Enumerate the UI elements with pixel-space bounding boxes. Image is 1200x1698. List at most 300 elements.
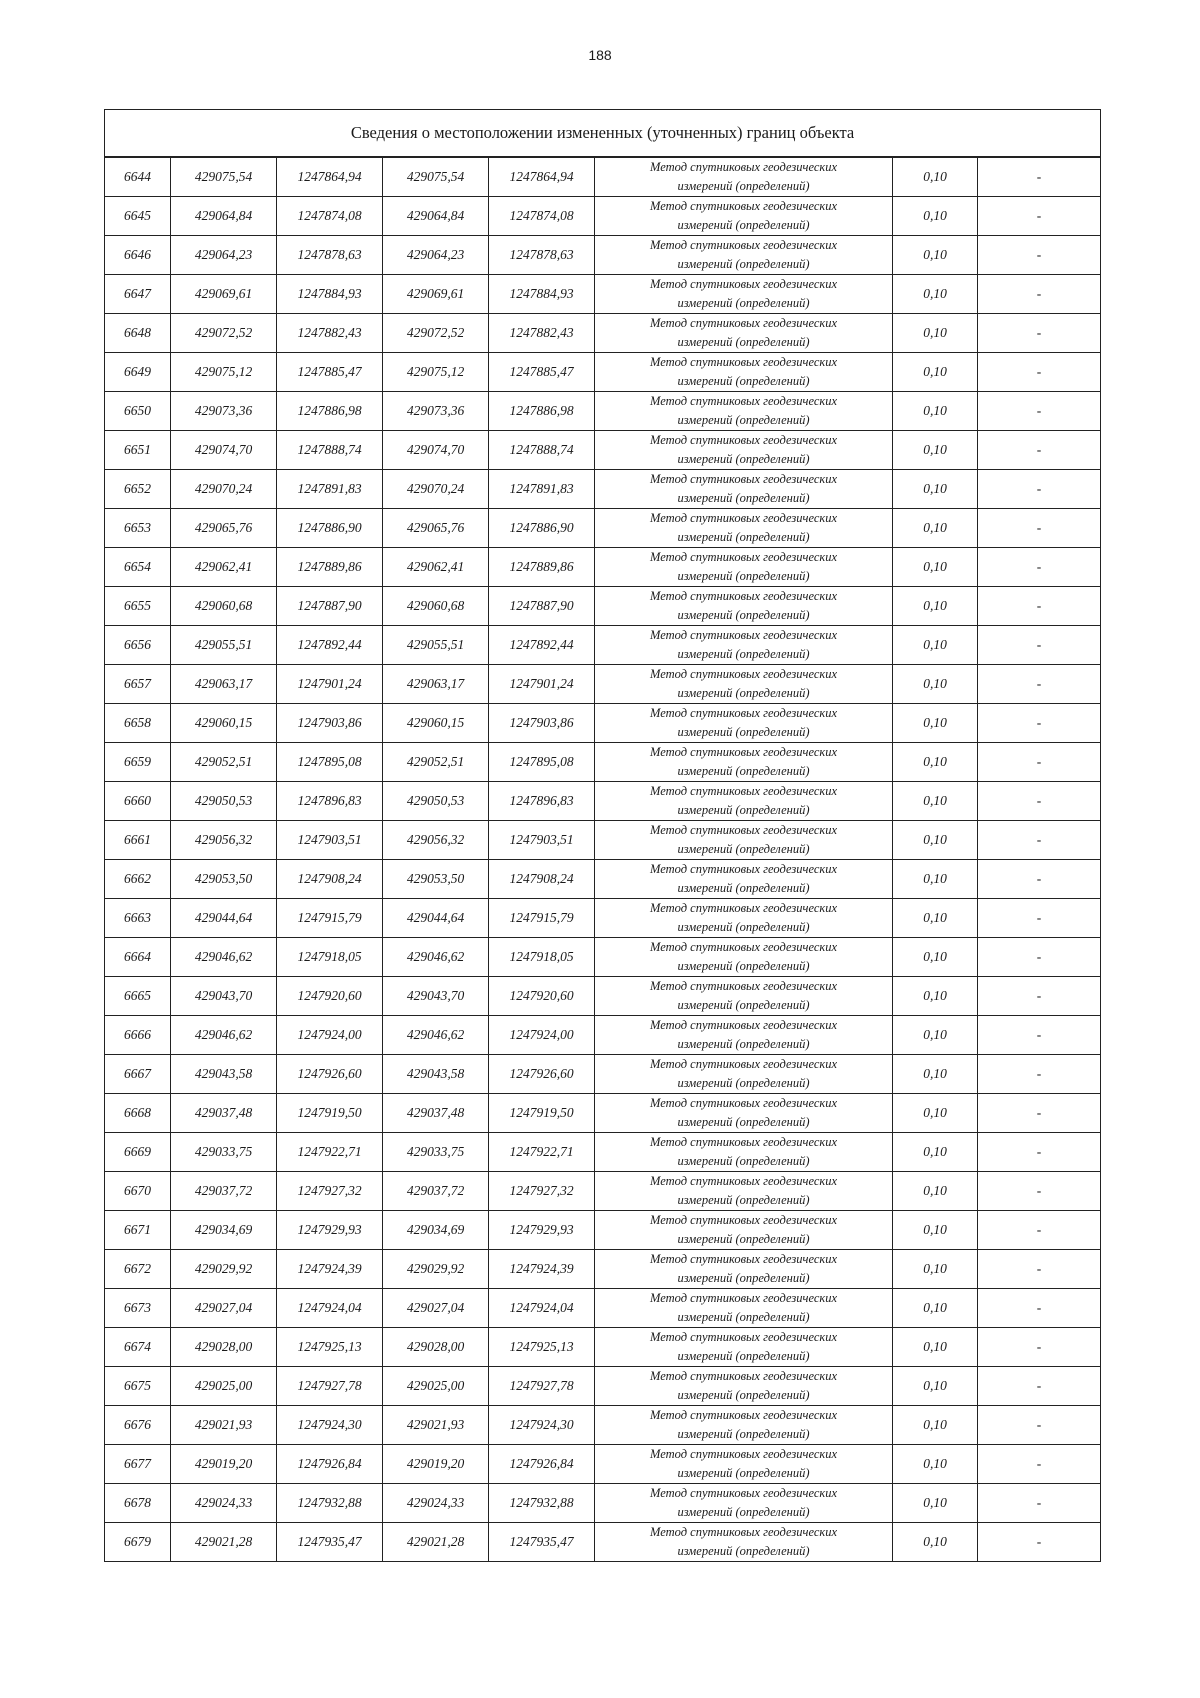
refined-x-cell: 429062,41 [383, 548, 489, 587]
existing-y-cell: 1247918,05 [277, 938, 383, 977]
note-cell: - [978, 157, 1101, 197]
point-number-cell: 6653 [105, 509, 171, 548]
table-row [105, 1055, 1101, 1094]
accuracy-cell: 0,10 [893, 431, 978, 470]
existing-x-cell: 429037,72 [171, 1172, 277, 1211]
method-line-2: измерений (определений) [677, 218, 810, 232]
accuracy-cell: 0,10 [893, 782, 978, 821]
existing-x-cell: 429075,12 [171, 353, 277, 392]
existing-y-cell: 1247901,24 [277, 665, 383, 704]
method-line-1: Метод спутниковых геодезических [649, 1486, 838, 1500]
existing-y-cell: 1247926,84 [277, 1445, 383, 1484]
existing-y-cell: 1247908,24 [277, 860, 383, 899]
table-row [105, 1211, 1101, 1250]
refined-y-cell: 1247886,98 [489, 392, 595, 431]
note-cell: - [978, 665, 1101, 704]
method-line-1: Метод спутниковых геодезических [649, 238, 838, 252]
method-line-2: измерений (определений) [677, 491, 810, 505]
refined-y-cell: 1247924,00 [489, 1016, 595, 1055]
accuracy-cell: 0,10 [893, 860, 978, 899]
method-line-1: Метод спутниковых геодезических [649, 1291, 838, 1305]
table-row [105, 1406, 1101, 1445]
method-cell [595, 1055, 893, 1094]
method-line-2: измерений (определений) [677, 1544, 810, 1558]
note-cell: - [978, 1133, 1101, 1172]
method-line-1: Метод спутниковых геодезических [649, 511, 838, 525]
method-line-2: измерений (определений) [677, 959, 810, 973]
method-line-1: Метод спутниковых геодезических [649, 1174, 838, 1188]
refined-x-cell: 429060,68 [383, 587, 489, 626]
method-line-2: измерений (определений) [677, 998, 810, 1012]
refined-y-cell: 1247927,32 [489, 1172, 595, 1211]
point-number-cell: 6676 [105, 1406, 171, 1445]
accuracy-cell: 0,10 [893, 1211, 978, 1250]
accuracy-cell: 0,10 [893, 548, 978, 587]
refined-y-cell: 1247932,88 [489, 1484, 595, 1523]
existing-x-cell: 429056,32 [171, 821, 277, 860]
refined-x-cell: 429056,32 [383, 821, 489, 860]
table-row [105, 938, 1101, 977]
method-cell [595, 1094, 893, 1133]
method-cell [595, 1484, 893, 1523]
method-line-2: измерений (определений) [677, 569, 810, 583]
note-cell: - [978, 1016, 1101, 1055]
method-line-1: Метод спутниковых геодезических [649, 277, 838, 291]
refined-y-cell: 1247918,05 [489, 938, 595, 977]
existing-x-cell: 429021,93 [171, 1406, 277, 1445]
refined-y-cell: 1247903,51 [489, 821, 595, 860]
accuracy-cell: 0,10 [893, 236, 978, 275]
table-row [105, 509, 1101, 548]
note-cell: - [978, 1367, 1101, 1406]
refined-y-cell: 1247924,39 [489, 1250, 595, 1289]
refined-x-cell: 429034,69 [383, 1211, 489, 1250]
existing-x-cell: 429034,69 [171, 1211, 277, 1250]
method-line-2: измерений (определений) [677, 296, 810, 310]
table-row [105, 1445, 1101, 1484]
method-line-2: измерений (определений) [677, 374, 810, 388]
method-line-2: измерений (определений) [677, 725, 810, 739]
note-cell: - [978, 1055, 1101, 1094]
refined-y-cell: 1247901,24 [489, 665, 595, 704]
boundary-coordinates-table [104, 109, 1101, 1562]
method-line-2: измерений (определений) [677, 1232, 810, 1246]
point-number-cell: 6674 [105, 1328, 171, 1367]
method-cell [595, 1250, 893, 1289]
method-line-1: Метод спутниковых геодезических [649, 706, 838, 720]
method-line-1: Метод спутниковых геодезических [649, 667, 838, 681]
note-cell: - [978, 782, 1101, 821]
accuracy-cell: 0,10 [893, 1328, 978, 1367]
method-cell [595, 1406, 893, 1445]
table-row [105, 314, 1101, 353]
accuracy-cell: 0,10 [893, 977, 978, 1016]
refined-y-cell: 1247915,79 [489, 899, 595, 938]
existing-y-cell: 1247903,51 [277, 821, 383, 860]
table-row [105, 977, 1101, 1016]
method-line-2: измерений (определений) [677, 842, 810, 856]
point-number-cell: 6669 [105, 1133, 171, 1172]
table-row [105, 782, 1101, 821]
existing-x-cell: 429024,33 [171, 1484, 277, 1523]
method-cell [595, 157, 893, 197]
table-row [105, 1172, 1101, 1211]
table-row [105, 821, 1101, 860]
note-cell: - [978, 977, 1101, 1016]
refined-x-cell: 429052,51 [383, 743, 489, 782]
method-line-2: измерений (определений) [677, 881, 810, 895]
method-cell [595, 431, 893, 470]
existing-y-cell: 1247882,43 [277, 314, 383, 353]
refined-y-cell: 1247891,83 [489, 470, 595, 509]
refined-x-cell: 429043,70 [383, 977, 489, 1016]
note-cell: - [978, 1484, 1101, 1523]
accuracy-cell: 0,10 [893, 938, 978, 977]
refined-x-cell: 429053,50 [383, 860, 489, 899]
table-row [105, 1250, 1101, 1289]
method-cell [595, 1133, 893, 1172]
method-line-1: Метод спутниковых геодезических [649, 784, 838, 798]
table-row [105, 157, 1101, 197]
accuracy-cell: 0,10 [893, 1016, 978, 1055]
refined-x-cell: 429074,70 [383, 431, 489, 470]
note-cell: - [978, 275, 1101, 314]
refined-y-cell: 1247896,83 [489, 782, 595, 821]
refined-x-cell: 429033,75 [383, 1133, 489, 1172]
note-cell: - [978, 1172, 1101, 1211]
refined-x-cell: 429019,20 [383, 1445, 489, 1484]
method-line-1: Метод спутниковых геодезических [649, 862, 838, 876]
method-line-2: измерений (определений) [677, 257, 810, 271]
table-row [105, 704, 1101, 743]
note-cell: - [978, 236, 1101, 275]
accuracy-cell: 0,10 [893, 665, 978, 704]
note-cell: - [978, 938, 1101, 977]
method-cell [595, 977, 893, 1016]
accuracy-cell: 0,10 [893, 1445, 978, 1484]
existing-x-cell: 429053,50 [171, 860, 277, 899]
existing-y-cell: 1247895,08 [277, 743, 383, 782]
existing-x-cell: 429043,58 [171, 1055, 277, 1094]
refined-y-cell: 1247925,13 [489, 1328, 595, 1367]
existing-y-cell: 1247935,47 [277, 1523, 383, 1562]
accuracy-cell: 0,10 [893, 1094, 978, 1133]
method-line-1: Метод спутниковых геодезических [649, 1447, 838, 1461]
table-row [105, 1094, 1101, 1133]
refined-x-cell: 429064,84 [383, 197, 489, 236]
refined-x-cell: 429069,61 [383, 275, 489, 314]
page-number: 188 [588, 47, 612, 63]
accuracy-cell: 0,10 [893, 470, 978, 509]
method-line-2: измерений (определений) [677, 803, 810, 817]
method-cell [595, 353, 893, 392]
accuracy-cell: 0,10 [893, 1523, 978, 1562]
method-line-2: измерений (определений) [677, 335, 810, 349]
method-cell [595, 860, 893, 899]
existing-x-cell: 429063,17 [171, 665, 277, 704]
method-cell [595, 782, 893, 821]
accuracy-cell: 0,10 [893, 1484, 978, 1523]
refined-y-cell: 1247889,86 [489, 548, 595, 587]
existing-y-cell: 1247932,88 [277, 1484, 383, 1523]
existing-y-cell: 1247889,86 [277, 548, 383, 587]
point-number-cell: 6650 [105, 392, 171, 431]
table-row [105, 1523, 1101, 1562]
table-row [105, 1328, 1101, 1367]
existing-x-cell: 429025,00 [171, 1367, 277, 1406]
method-cell [595, 509, 893, 548]
point-number-cell: 6647 [105, 275, 171, 314]
method-line-2: измерений (определений) [677, 1388, 810, 1402]
method-cell [595, 1523, 893, 1562]
method-line-2: измерений (определений) [677, 1154, 810, 1168]
method-line-2: измерений (определений) [677, 413, 810, 427]
point-number-cell: 6670 [105, 1172, 171, 1211]
refined-y-cell: 1247922,71 [489, 1133, 595, 1172]
note-cell: - [978, 704, 1101, 743]
existing-y-cell: 1247924,00 [277, 1016, 383, 1055]
point-number-cell: 6661 [105, 821, 171, 860]
method-line-1: Метод спутниковых геодезических [649, 394, 838, 408]
refined-y-cell: 1247924,30 [489, 1406, 595, 1445]
existing-y-cell: 1247896,83 [277, 782, 383, 821]
method-line-1: Метод спутниковых геодезических [649, 1018, 838, 1032]
method-line-2: измерений (определений) [677, 1076, 810, 1090]
existing-x-cell: 429037,48 [171, 1094, 277, 1133]
refined-y-cell: 1247878,63 [489, 236, 595, 275]
refined-y-cell: 1247924,04 [489, 1289, 595, 1328]
method-line-1: Метод спутниковых геодезических [649, 823, 838, 837]
note-cell: - [978, 1406, 1101, 1445]
accuracy-cell: 0,10 [893, 275, 978, 314]
method-line-1: Метод спутниковых геодезических [649, 1525, 838, 1539]
method-line-1: Метод спутниковых геодезических [649, 1057, 838, 1071]
method-cell [595, 938, 893, 977]
note-cell: - [978, 821, 1101, 860]
point-number-cell: 6654 [105, 548, 171, 587]
method-line-1: Метод спутниковых геодезических [649, 433, 838, 447]
table-body [105, 110, 1101, 1562]
method-line-1: Метод спутниковых геодезических [649, 745, 838, 759]
existing-x-cell: 429075,54 [171, 157, 277, 197]
accuracy-cell: 0,10 [893, 157, 978, 197]
refined-y-cell: 1247903,86 [489, 704, 595, 743]
point-number-cell: 6660 [105, 782, 171, 821]
point-number-cell: 6678 [105, 1484, 171, 1523]
refined-x-cell: 429046,62 [383, 1016, 489, 1055]
point-number-cell: 6671 [105, 1211, 171, 1250]
note-cell: - [978, 1250, 1101, 1289]
existing-x-cell: 429062,41 [171, 548, 277, 587]
method-line-1: Метод спутниковых геодезических [649, 940, 838, 954]
existing-y-cell: 1247922,71 [277, 1133, 383, 1172]
existing-x-cell: 429065,76 [171, 509, 277, 548]
note-cell: - [978, 470, 1101, 509]
note-cell: - [978, 1523, 1101, 1562]
note-cell: - [978, 1094, 1101, 1133]
existing-y-cell: 1247885,47 [277, 353, 383, 392]
existing-y-cell: 1247924,39 [277, 1250, 383, 1289]
note-cell: - [978, 509, 1101, 548]
table-row [105, 236, 1101, 275]
existing-x-cell: 429029,92 [171, 1250, 277, 1289]
point-number-cell: 6672 [105, 1250, 171, 1289]
existing-y-cell: 1247915,79 [277, 899, 383, 938]
note-cell: - [978, 431, 1101, 470]
method-line-2: измерений (определений) [677, 179, 810, 193]
refined-x-cell: 429046,62 [383, 938, 489, 977]
method-cell [595, 587, 893, 626]
table-row [105, 431, 1101, 470]
table-row [105, 353, 1101, 392]
table-row [105, 743, 1101, 782]
existing-y-cell: 1247920,60 [277, 977, 383, 1016]
method-line-1: Метод спутниковых геодезических [649, 1408, 838, 1422]
method-line-2: измерений (определений) [677, 686, 810, 700]
method-line-1: Метод спутниковых геодезических [649, 550, 838, 564]
refined-x-cell: 429060,15 [383, 704, 489, 743]
existing-x-cell: 429073,36 [171, 392, 277, 431]
existing-y-cell: 1247887,90 [277, 587, 383, 626]
method-cell [595, 197, 893, 236]
table-row [105, 1133, 1101, 1172]
existing-x-cell: 429033,75 [171, 1133, 277, 1172]
refined-x-cell: 429050,53 [383, 782, 489, 821]
method-line-2: измерений (определений) [677, 530, 810, 544]
point-number-cell: 6657 [105, 665, 171, 704]
refined-y-cell: 1247864,94 [489, 157, 595, 197]
point-number-cell: 6673 [105, 1289, 171, 1328]
point-number-cell: 6679 [105, 1523, 171, 1562]
note-cell: - [978, 548, 1101, 587]
note-cell: - [978, 899, 1101, 938]
refined-x-cell: 429029,92 [383, 1250, 489, 1289]
existing-x-cell: 429052,51 [171, 743, 277, 782]
note-cell: - [978, 1445, 1101, 1484]
point-number-cell: 6668 [105, 1094, 171, 1133]
existing-y-cell: 1247874,08 [277, 197, 383, 236]
existing-x-cell: 429070,24 [171, 470, 277, 509]
refined-y-cell: 1247926,60 [489, 1055, 595, 1094]
accuracy-cell: 0,10 [893, 392, 978, 431]
method-cell [595, 1211, 893, 1250]
point-number-cell: 6665 [105, 977, 171, 1016]
refined-y-cell: 1247874,08 [489, 197, 595, 236]
existing-x-cell: 429060,15 [171, 704, 277, 743]
existing-y-cell: 1247929,93 [277, 1211, 383, 1250]
table-row [105, 860, 1101, 899]
refined-x-cell: 429027,04 [383, 1289, 489, 1328]
note-cell: - [978, 392, 1101, 431]
existing-y-cell: 1247924,04 [277, 1289, 383, 1328]
method-cell [595, 704, 893, 743]
accuracy-cell: 0,10 [893, 743, 978, 782]
refined-x-cell: 429075,54 [383, 157, 489, 197]
refined-x-cell: 429021,93 [383, 1406, 489, 1445]
existing-x-cell: 429064,84 [171, 197, 277, 236]
table-row [105, 548, 1101, 587]
accuracy-cell: 0,10 [893, 1172, 978, 1211]
method-line-1: Метод спутниковых геодезических [649, 355, 838, 369]
method-cell [595, 821, 893, 860]
existing-y-cell: 1247919,50 [277, 1094, 383, 1133]
existing-y-cell: 1247925,13 [277, 1328, 383, 1367]
refined-y-cell: 1247908,24 [489, 860, 595, 899]
note-cell: - [978, 197, 1101, 236]
existing-x-cell: 429060,68 [171, 587, 277, 626]
refined-y-cell: 1247895,08 [489, 743, 595, 782]
note-cell: - [978, 1211, 1101, 1250]
refined-x-cell: 429070,24 [383, 470, 489, 509]
method-cell [595, 470, 893, 509]
point-number-cell: 6652 [105, 470, 171, 509]
point-number-cell: 6664 [105, 938, 171, 977]
existing-y-cell: 1247903,86 [277, 704, 383, 743]
method-cell [595, 1445, 893, 1484]
method-line-2: измерений (определений) [677, 1349, 810, 1363]
method-line-1: Метод спутниковых геодезических [649, 589, 838, 603]
existing-y-cell: 1247892,44 [277, 626, 383, 665]
table-row [105, 587, 1101, 626]
refined-y-cell: 1247929,93 [489, 1211, 595, 1250]
point-number-cell: 6655 [105, 587, 171, 626]
method-cell [595, 1289, 893, 1328]
refined-x-cell: 429075,12 [383, 353, 489, 392]
method-line-1: Метод спутниковых геодезических [649, 628, 838, 642]
accuracy-cell: 0,10 [893, 1406, 978, 1445]
refined-x-cell: 429064,23 [383, 236, 489, 275]
refined-x-cell: 429044,64 [383, 899, 489, 938]
note-cell: - [978, 860, 1101, 899]
accuracy-cell: 0,10 [893, 821, 978, 860]
note-cell: - [978, 743, 1101, 782]
method-cell [595, 665, 893, 704]
table-row [105, 275, 1101, 314]
method-line-2: измерений (определений) [677, 452, 810, 466]
existing-x-cell: 429046,62 [171, 1016, 277, 1055]
refined-x-cell: 429037,48 [383, 1094, 489, 1133]
note-cell: - [978, 353, 1101, 392]
accuracy-cell: 0,10 [893, 1055, 978, 1094]
method-line-1: Метод спутниковых геодезических [649, 1096, 838, 1110]
refined-x-cell: 429043,58 [383, 1055, 489, 1094]
existing-y-cell: 1247924,30 [277, 1406, 383, 1445]
existing-x-cell: 429072,52 [171, 314, 277, 353]
accuracy-cell: 0,10 [893, 314, 978, 353]
accuracy-cell: 0,10 [893, 704, 978, 743]
method-line-1: Метод спутниковых геодезических [649, 1213, 838, 1227]
method-line-2: измерений (определений) [677, 647, 810, 661]
method-line-1: Метод спутниковых геодезических [649, 901, 838, 915]
existing-y-cell: 1247864,94 [277, 157, 383, 197]
method-line-1: Метод спутниковых геодезических [649, 979, 838, 993]
method-cell [595, 548, 893, 587]
note-cell: - [978, 1328, 1101, 1367]
existing-x-cell: 429021,28 [171, 1523, 277, 1562]
refined-x-cell: 429073,36 [383, 392, 489, 431]
refined-x-cell: 429063,17 [383, 665, 489, 704]
table-row [105, 1367, 1101, 1406]
method-cell [595, 275, 893, 314]
refined-y-cell: 1247884,93 [489, 275, 595, 314]
method-line-1: Метод спутниковых геодезических [649, 316, 838, 330]
accuracy-cell: 0,10 [893, 509, 978, 548]
point-number-cell: 6662 [105, 860, 171, 899]
method-cell [595, 1367, 893, 1406]
point-number-cell: 6659 [105, 743, 171, 782]
method-line-2: измерений (определений) [677, 1505, 810, 1519]
method-line-2: измерений (определений) [677, 1427, 810, 1441]
